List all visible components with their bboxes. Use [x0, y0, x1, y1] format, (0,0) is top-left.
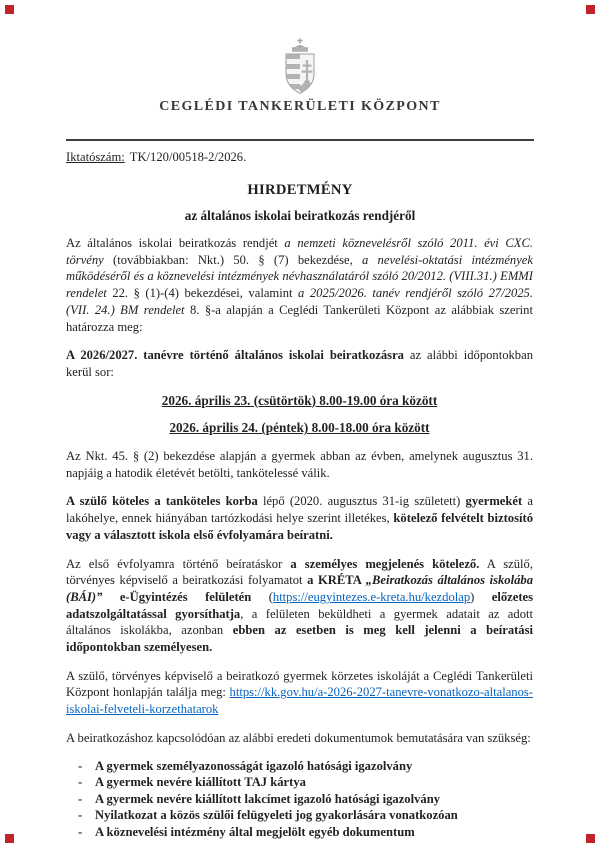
url-link[interactable]: https://eugyintezes.e-kreta.hu/kezdolap	[272, 589, 471, 604]
text-run: Az általános iskolai beiratkozás rendjét	[66, 236, 285, 250]
paragraph-kreta-process	[66, 556, 533, 656]
hungarian-coat-of-arms-icon	[0, 38, 600, 96]
text-run: a KRÉTA	[307, 573, 366, 588]
bullet-dash: -	[78, 791, 83, 806]
reference-value: TK/120/00518-2/2026.	[129, 150, 247, 164]
text-run: A szülő, törvényes képviselő a beiratkozó gyermek körzetes iskoláját a Ceglédi Tankerületi Központ honlapján találja meg:	[66, 668, 533, 700]
list-item-text: A köznevelési intézmény által megjelölt egyéb dokumentum	[95, 824, 415, 839]
document-header	[0, 0, 600, 115]
list-item-text: A gyermek nevére kiállított lakcímet igazoló hatósági igazolvány	[95, 791, 440, 806]
bullet-dash: -	[78, 824, 83, 839]
text-run: a 2025/2026. tanév rendjéről szóló 27/2025. (VII. 24.) BM rendelet	[66, 286, 533, 317]
text-run: „Beiratkozás általános iskolába (BÁI)”	[66, 573, 533, 604]
list-item	[66, 825, 533, 841]
enrollment-date-2	[66, 420, 533, 437]
text-run: A beiratkozáshoz kapcsolódóan az alábbi eredeti dokumentumok bemutatására van szükség:	[66, 730, 531, 745]
paragraph-documents-intro	[66, 730, 533, 747]
text-run: )	[470, 589, 492, 604]
text-run: (továbbiakban: Nkt.) 50. § (7) bekezdése,	[103, 252, 362, 267]
paragraph-school-age	[66, 448, 533, 481]
corner-fiducial-mark	[586, 834, 595, 843]
text-run: , a felületen beküldheti a gyermek adatait az adott általános iskolákba, azonban	[66, 606, 533, 638]
text-run: a nevelési-oktatási intézmények működéséről és a köznevelési intézmények névhasználatáról szóló 20/2012. (VIII.31.) EMMI rendelet	[66, 252, 533, 301]
paragraph-legal-basis	[66, 235, 533, 335]
text-run: 8. §-a alapján a Ceglédi Tankerületi Központ az alábbiak szerint határozza meg:	[66, 302, 533, 334]
list-item-text: Nyilatkozat a közös szülői felügyeleti jog gyakorlására vonatkozóan	[95, 808, 458, 823]
corner-fiducial-mark	[586, 5, 595, 14]
document-body	[66, 235, 533, 841]
list-item	[66, 808, 533, 824]
reference-number-line	[66, 150, 534, 165]
corner-fiducial-mark	[5, 5, 14, 14]
text-run: lépő (2020. augusztus 31-ig született)	[257, 494, 466, 509]
text-run: (	[268, 589, 273, 604]
header-divider-line	[66, 139, 534, 141]
document-title: HIRDETMÉNY	[247, 182, 353, 198]
paragraph-district-school	[66, 668, 533, 718]
text-run: gyermekét	[465, 494, 523, 509]
text-run: 22. § (1)-(4) bekezdései, valamint	[106, 286, 299, 301]
text-run: a lakóhelye, ennek hiányában tartózkodási helye szerint illetékes,	[66, 494, 533, 526]
list-item	[66, 792, 533, 808]
text-run: előzetes adatszolgáltatással gyorsíthatja	[66, 589, 533, 621]
text-run: A 2026/2027. tanévre történő általános iskolai beiratkozásra	[66, 348, 404, 363]
bullet-dash: -	[78, 775, 83, 790]
list-item-text: A gyermek személyazonosságát igazoló hatósági igazolvány	[95, 758, 413, 773]
text-run: kötelező felvételt biztosító vagy a választott iskola első évfolyamára beíratni.	[66, 511, 533, 542]
list-item-text: A gyermek nevére kiállított TAJ kártya	[95, 775, 306, 790]
text-run: e-Ügyintézés felületén	[102, 589, 269, 604]
text-run: 2026. április 24. (péntek) 8.00-18.00 óra között	[169, 420, 430, 436]
text-run: Az első évfolyamra történő beíratáskor	[66, 556, 291, 571]
url-link[interactable]: https://kk.gov.hu/a-2026-2027-tanevre-vonatkozo-altalanos-iskolai-felveteli-korzethatarok	[66, 685, 533, 717]
bullet-dash: -	[78, 808, 83, 823]
bullet-dash: -	[78, 758, 83, 773]
reference-label: Iktatószám:	[66, 150, 125, 164]
paragraph-enrollment-intro	[66, 347, 533, 380]
required-documents-list	[66, 759, 533, 841]
text-run: A szülő, törvényes képviselő a beiratkozási folyamatot	[66, 556, 533, 588]
document-subtitle: az általános iskolai beiratkozás rendjéről	[184, 208, 416, 223]
enrollment-date-1	[66, 393, 533, 410]
list-item	[66, 775, 533, 791]
text-run: A szülő köteles a tanköteles korba	[66, 494, 258, 509]
text-run: a nemzeti köznevelésről szóló 2011. évi CXC. törvény	[66, 236, 534, 267]
text-run: Az Nkt. 45. § (2) bekezdése alapján a gyermek abban az évben, amelynek augusztus 31. napjáig a hatodik életévét betölti, tankötelessé válik.	[66, 449, 533, 480]
paragraph-parent-obligation	[66, 493, 533, 543]
organization-name: CEGLÉDI TANKERÜLETI KÖZPONT	[159, 99, 441, 114]
text-run: az alábbi időpontokban kerül sor:	[66, 348, 533, 379]
text-run: a személyes megjelenés kötelező.	[290, 556, 480, 571]
list-item	[66, 759, 533, 775]
corner-fiducial-mark	[5, 834, 14, 843]
text-run: ebben az esetben is meg kell jelenni a beíratási időpontokban személyesen.	[66, 623, 534, 655]
text-run: 2026. április 23. (csütörtök) 8.00-19.00 óra között	[161, 392, 438, 408]
